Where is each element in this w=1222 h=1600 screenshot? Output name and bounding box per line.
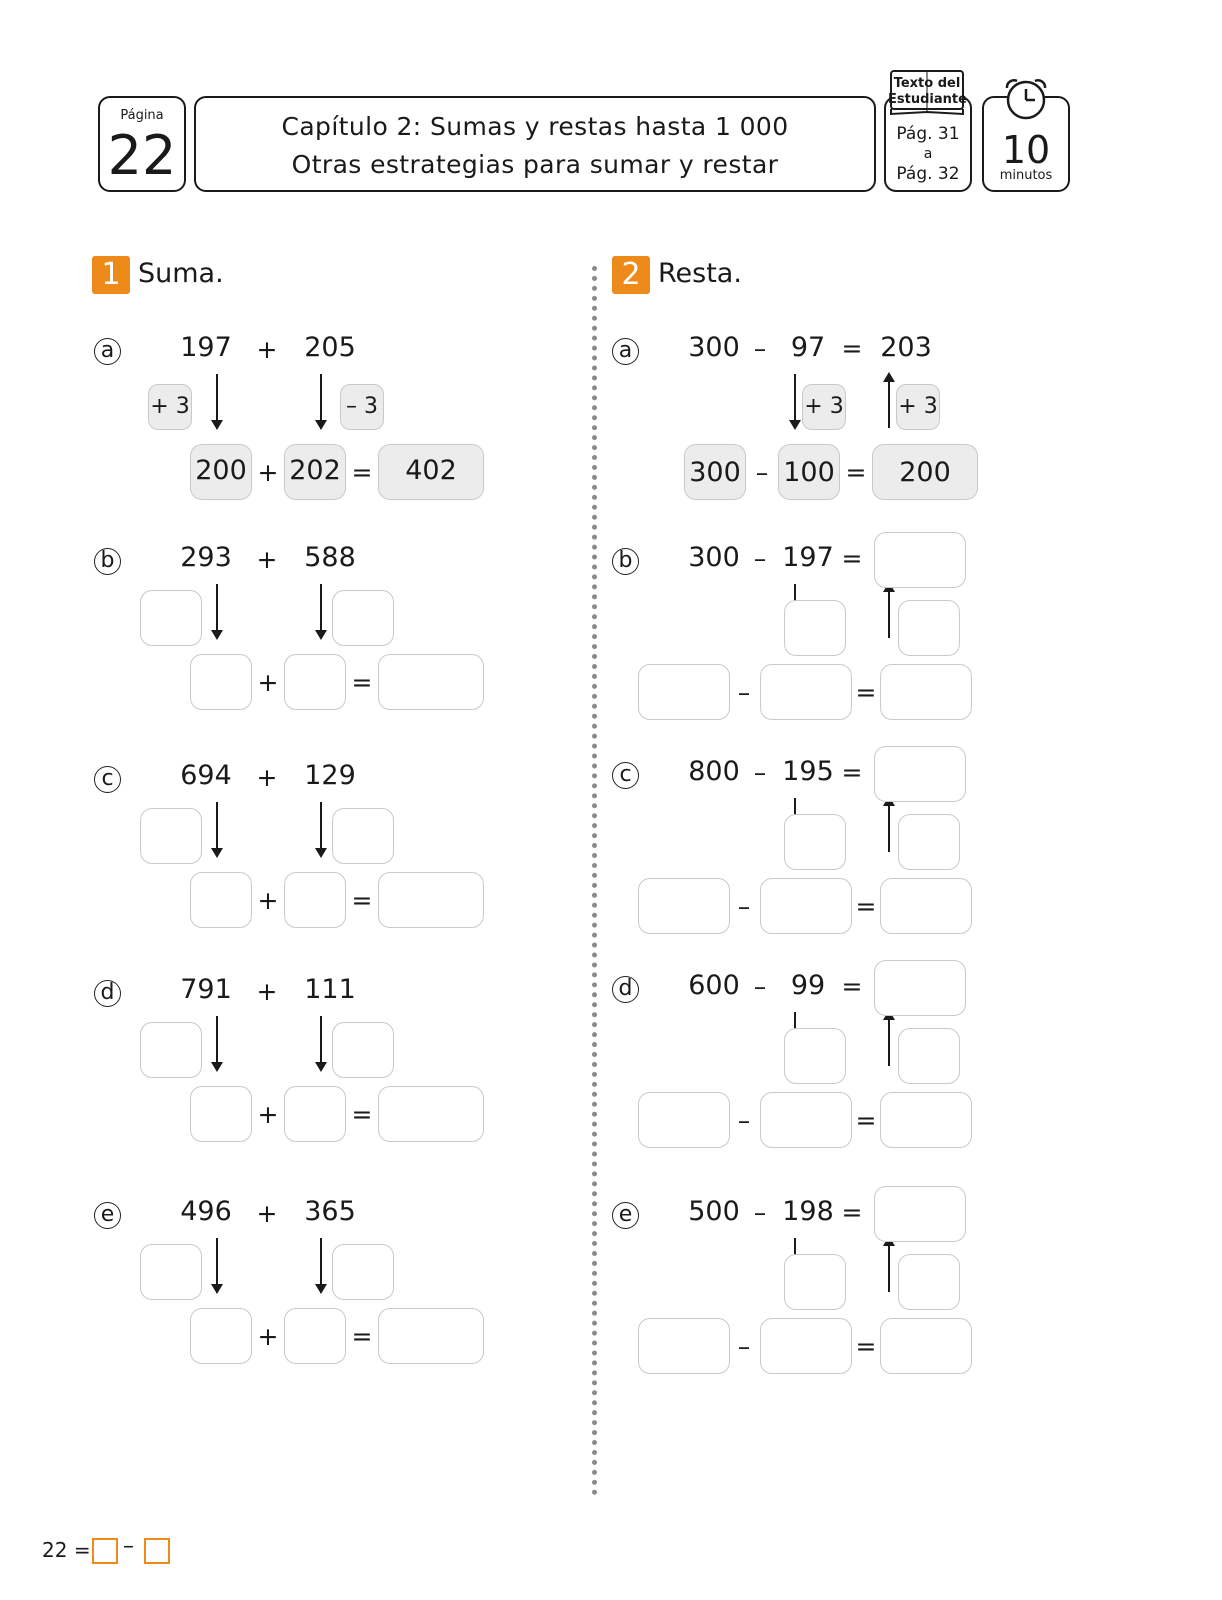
new-addend-b: 202 [284, 444, 346, 500]
item-letter: b [94, 548, 121, 575]
sum-result-input[interactable] [378, 872, 484, 928]
down-arrow [216, 802, 218, 856]
new-addend-a: 200 [190, 444, 252, 500]
new-addend-a-input[interactable] [190, 872, 252, 928]
book-label-line1: Texto del [893, 76, 961, 91]
plus-sign: + [256, 335, 278, 364]
new-addend-a-input[interactable] [190, 1308, 252, 1364]
down-arrow [216, 584, 218, 638]
reference-to: Pág. 32 [896, 164, 960, 184]
sum-result-input[interactable] [378, 1308, 484, 1364]
page-number: 22 [107, 124, 177, 187]
equals-sign: = [855, 892, 877, 921]
minuend: 300 [688, 332, 740, 363]
new-subtrahend-input[interactable] [760, 664, 852, 720]
item-letter: c [94, 766, 121, 793]
adjust-input-b[interactable] [332, 1244, 394, 1300]
adjust-input-b[interactable] [332, 590, 394, 646]
adjust-input-result[interactable] [898, 600, 960, 656]
minus-sign: – [753, 334, 767, 363]
subtrahend: 198 [782, 1196, 834, 1227]
minus-sign: – [737, 892, 751, 921]
new-difference: 200 [872, 444, 978, 500]
column-divider [592, 266, 597, 1496]
item-letter: a [94, 338, 121, 365]
down-arrow [216, 374, 218, 428]
item-letter: e [612, 1202, 639, 1229]
footer-number: 22 [42, 1538, 68, 1562]
new-subtrahend-input[interactable] [760, 1092, 852, 1148]
addend-a: 694 [180, 760, 232, 791]
equals-sign: = [855, 1106, 877, 1135]
minus-sign: – [753, 758, 767, 787]
reference-from: Pág. 31 [896, 124, 960, 144]
section1-number: 1 [92, 256, 130, 294]
new-subtrahend: 100 [778, 444, 840, 500]
up-arrow [888, 374, 890, 428]
difference-input[interactable] [874, 960, 966, 1016]
down-arrow [794, 374, 796, 428]
up-arrow [888, 584, 890, 638]
up-arrow [888, 1238, 890, 1292]
addend-b: 365 [304, 1196, 356, 1227]
up-arrow [888, 798, 890, 852]
reference-connector: a [923, 146, 933, 162]
chapter-title: Capítulo 2: Sumas y restas hasta 1 000 [281, 112, 789, 141]
new-difference-input[interactable] [880, 878, 972, 934]
equals-sign: = [841, 972, 863, 1001]
equals-sign: = [841, 758, 863, 787]
plus-sign: + [257, 668, 279, 697]
new-difference-input[interactable] [880, 664, 972, 720]
addend-a: 791 [180, 974, 232, 1005]
time-value: 10 [1001, 128, 1051, 172]
minuend: 600 [688, 970, 740, 1001]
new-subtrahend-input[interactable] [760, 878, 852, 934]
addend-a: 293 [180, 542, 232, 573]
difference: 203 [880, 332, 932, 363]
new-addend-a-input[interactable] [190, 1086, 252, 1142]
minus-sign: – [753, 544, 767, 573]
plus-sign: + [257, 1100, 279, 1129]
equals-sign: = [855, 1332, 877, 1361]
adjust-input-a[interactable] [140, 1022, 202, 1078]
plus-sign: + [256, 545, 278, 574]
lesson-title: Otras estrategias para sumar y restar [291, 150, 779, 179]
chapter-title-box [194, 96, 876, 192]
addend-b: 588 [304, 542, 356, 573]
difference-input[interactable] [874, 532, 966, 588]
minuend: 500 [688, 1196, 740, 1227]
footer-minus: – [123, 1534, 134, 1559]
sum-result-input[interactable] [378, 1086, 484, 1142]
addend-a: 197 [180, 332, 232, 363]
item-letter: d [94, 980, 121, 1007]
footer-box-2 [144, 1538, 170, 1564]
new-addend-b-input[interactable] [284, 872, 346, 928]
section1-title: Suma. [138, 258, 224, 289]
addend-b: 205 [304, 332, 356, 363]
item-letter: e [94, 1202, 121, 1229]
subtrahend: 97 [790, 332, 826, 363]
adjust-input-subtrahend[interactable] [784, 814, 846, 870]
sum-result-input[interactable] [378, 654, 484, 710]
new-subtrahend-input[interactable] [760, 1318, 852, 1374]
minuend: 800 [688, 756, 740, 787]
plus-sign: + [256, 977, 278, 1006]
plus-sign: + [257, 458, 279, 487]
adjust-chip-result: + 3 [896, 384, 940, 430]
subtrahend: 99 [790, 970, 826, 1001]
adjust-input-a[interactable] [140, 1244, 202, 1300]
minus-sign: – [755, 458, 769, 487]
difference-input[interactable] [874, 746, 966, 802]
minus-sign: – [753, 1198, 767, 1227]
adjust-input-a[interactable] [140, 808, 202, 864]
adjust-input-a[interactable] [140, 590, 202, 646]
plus-sign: + [256, 1199, 278, 1228]
adjust-input-subtrahend[interactable] [784, 600, 846, 656]
section2-title: Resta. [658, 258, 742, 289]
down-arrow [320, 1238, 322, 1292]
down-arrow [320, 802, 322, 856]
addend-b: 111 [304, 974, 356, 1005]
adjust-chip-b: – 3 [340, 384, 384, 430]
item-letter: b [612, 548, 639, 575]
equals-sign: = [845, 458, 867, 487]
new-minuend-input[interactable] [638, 664, 730, 720]
minus-sign: – [737, 1332, 751, 1361]
minus-sign: – [737, 1106, 751, 1135]
page-number-box [98, 96, 186, 192]
equals-sign: = [855, 678, 877, 707]
new-minuend-input[interactable] [638, 1092, 730, 1148]
page-label: Página [120, 108, 164, 123]
equals-sign: = [351, 1322, 373, 1351]
footer-equals: = [73, 1538, 91, 1562]
minus-sign: – [737, 678, 751, 707]
item-letter: d [612, 976, 639, 1003]
adjust-input-b[interactable] [332, 1022, 394, 1078]
footer-box-1 [92, 1538, 118, 1564]
down-arrow [320, 584, 322, 638]
new-addend-b-input[interactable] [284, 1086, 346, 1142]
new-addend-b-input[interactable] [284, 654, 346, 710]
plus-sign: + [257, 886, 279, 915]
down-arrow [320, 374, 322, 428]
adjust-input-result[interactable] [898, 1028, 960, 1084]
minuend: 300 [688, 542, 740, 573]
adjust-input-result[interactable] [898, 814, 960, 870]
subtrahend: 195 [782, 756, 834, 787]
minus-sign: – [753, 972, 767, 1001]
equals-sign: = [351, 1100, 373, 1129]
new-difference-input[interactable] [880, 1092, 972, 1148]
item-letter: c [612, 762, 639, 789]
plus-sign: + [257, 1322, 279, 1351]
subtrahend: 197 [782, 542, 834, 573]
section2-number: 2 [612, 256, 650, 294]
down-arrow [320, 1016, 322, 1070]
adjust-input-subtrahend[interactable] [784, 1028, 846, 1084]
sum-result: 402 [378, 444, 484, 500]
equals-sign: = [351, 668, 373, 697]
alarm-clock-icon [1000, 76, 1052, 124]
equals-sign: = [351, 886, 373, 915]
new-addend-b-input[interactable] [284, 1308, 346, 1364]
new-difference-input[interactable] [880, 1318, 972, 1374]
time-unit: minutos [999, 168, 1053, 183]
new-addend-a-input[interactable] [190, 654, 252, 710]
up-arrow [888, 1012, 890, 1066]
down-arrow [216, 1016, 218, 1070]
book-label-line2: Estudiante [888, 92, 967, 107]
new-minuend: 300 [684, 444, 746, 500]
new-minuend-input[interactable] [638, 878, 730, 934]
adjust-chip-a: + 3 [148, 384, 192, 430]
addend-a: 496 [180, 1196, 232, 1227]
equals-sign: = [351, 458, 373, 487]
equals-sign: = [841, 544, 863, 573]
difference-input[interactable] [874, 1186, 966, 1242]
equals-sign: = [841, 1198, 863, 1227]
down-arrow [216, 1238, 218, 1292]
equals-sign: = [841, 334, 863, 363]
new-minuend-input[interactable] [638, 1318, 730, 1374]
adjust-input-b[interactable] [332, 808, 394, 864]
item-letter: a [612, 338, 639, 365]
addend-b: 129 [304, 760, 356, 791]
adjust-input-subtrahend[interactable] [784, 1254, 846, 1310]
adjust-input-result[interactable] [898, 1254, 960, 1310]
plus-sign: + [256, 763, 278, 792]
adjust-chip-subtrahend: + 3 [802, 384, 846, 430]
footer-page-number [42, 1538, 91, 1562]
